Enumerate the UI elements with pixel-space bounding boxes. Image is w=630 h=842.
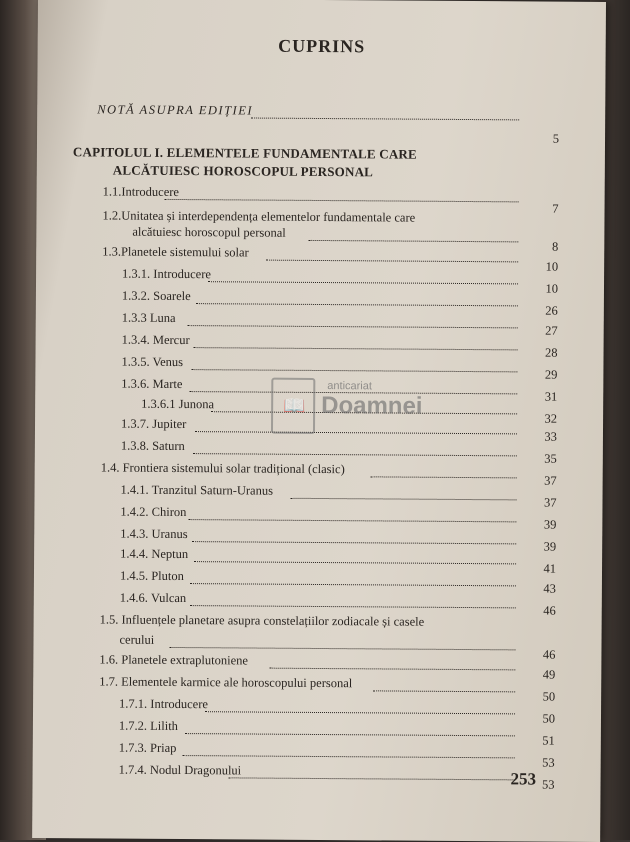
toc-entry-text: 1.7.3. Priap	[118, 740, 177, 756]
toc-entry-text: 1.7.2. Lilith	[118, 718, 179, 734]
book-icon: 📖	[283, 395, 306, 416]
toc-leader-dots	[229, 777, 515, 780]
toc-entry-text: 1.4. Frontiera sistemului solar tradițional (clasic)	[100, 460, 345, 477]
toc-page-number: 39	[543, 517, 557, 532]
toc-page-number: 7	[552, 201, 559, 216]
toc-leader-dots	[188, 519, 516, 522]
toc-entry-text: 1.4.3. Uranus	[120, 526, 188, 542]
page-title: CUPRINS	[278, 35, 366, 57]
toc-leader-dots	[266, 260, 518, 263]
toc-page-number: 26	[545, 303, 558, 318]
toc-entry-text: 1.5. Influențele planetare asupra constelațiilor zodiacale și casele	[99, 612, 425, 629]
toc-page-number: 10	[545, 259, 559, 274]
toc-entry-text: CAPITOLUL I. ELEMENTELE FUNDAMENTALE CARE	[72, 144, 417, 162]
toc-entry-text: 1.7.4. Nodul Dragonului	[118, 762, 242, 778]
toc-page-number: 29	[544, 367, 558, 382]
toc-entry-text: 1.3.1. Introducere	[122, 266, 211, 282]
toc-leader-dots	[190, 605, 516, 608]
toc-page-number: 28	[544, 345, 558, 360]
toc-entry-text: 1.3.6. Marte	[121, 376, 183, 392]
toc-page-number: 39	[543, 539, 557, 554]
toc-leader-dots	[192, 541, 516, 544]
toc-page-number: 41	[543, 561, 557, 576]
toc-leader-dots	[373, 690, 515, 692]
toc-leader-dots	[196, 303, 518, 306]
toc-page-number: 35	[544, 451, 557, 466]
toc-entry-text: 1.2.Unitatea și interdependența elementelor fundamentale care	[102, 208, 416, 225]
toc-leader-dots	[194, 561, 516, 564]
toc-leader-dots	[205, 711, 515, 714]
toc-entry-text: 1.3.3 Luna	[121, 310, 176, 325]
toc-entry-text: 1.6. Planetele extraplutoniene	[99, 652, 248, 668]
toc-page-number: 37	[544, 473, 557, 488]
toc-leader-dots	[169, 647, 515, 650]
toc-page-number: 46	[542, 647, 556, 662]
toc-entry-text: 1.4.1. Tranzitul Saturn-Uranus	[120, 482, 274, 498]
toc-entry-text: 1.3.4. Mercur	[121, 332, 190, 348]
toc-leader-dots	[183, 755, 515, 758]
toc-entry-text: cerului	[119, 632, 155, 647]
watermark-small-text: anticariat	[327, 380, 372, 393]
toc-page-number: 50	[542, 711, 556, 726]
toc-page-number: 10	[545, 281, 559, 296]
toc-leader-dots	[371, 476, 517, 478]
toc-leader-dots	[185, 733, 515, 736]
toc-entry-text: 1.3.5. Venus	[121, 354, 184, 370]
toc-page-number: 8	[551, 239, 559, 254]
toc-page-number: 32	[544, 411, 558, 426]
toc-entry-text: 1.3.2. Soarele	[121, 288, 191, 304]
toc-page-number: 27	[545, 323, 558, 338]
toc-leader-dots	[188, 325, 518, 328]
toc-entry-text: NOTĂ ASUPRA EDIȚIEI	[97, 102, 254, 118]
toc-page-number: 37	[543, 495, 557, 510]
toc-entry-text: ALCĂTUIESC HOROSCOPUL PERSONAL	[112, 162, 374, 180]
toc-page-number: 33	[544, 429, 558, 444]
toc-entry-text: 1.4.5. Pluton	[119, 568, 184, 584]
toc-leader-dots	[194, 347, 518, 350]
toc-page-number: 5	[552, 131, 560, 146]
toc-leader-dots	[190, 583, 516, 586]
toc-leader-dots	[165, 199, 519, 202]
toc-leader-dots	[191, 369, 517, 372]
toc-entry-text: 1.3.8. Saturn	[120, 438, 185, 454]
toc-entry-text: 1.3.6.1 Junona	[141, 396, 215, 412]
toc-page-number: 53	[541, 777, 555, 792]
watermark-big-text: Doamnei	[321, 392, 423, 420]
toc-leader-dots	[269, 668, 515, 671]
toc-page-number: 50	[542, 689, 556, 704]
book-page	[32, 0, 606, 842]
toc-entry-text: 1.1.Introducere	[102, 184, 180, 200]
toc-entry-text: 1.4.4. Neptun	[120, 546, 189, 562]
toc-entry-text: 1.7.1. Introducere	[119, 696, 208, 712]
watermark	[271, 378, 439, 437]
toc-page-number: 49	[542, 667, 556, 682]
toc-leader-dots	[208, 281, 518, 284]
toc-leader-dots	[193, 453, 517, 456]
toc-page-number: 51	[542, 733, 555, 748]
toc-page-number: 46	[543, 603, 556, 618]
toc-entry-text: 1.7. Elementele karmice ale horoscopului personal	[99, 674, 353, 691]
toc-page-number: 53	[542, 755, 555, 770]
toc-leader-dots	[291, 498, 517, 501]
toc-entry-text: 1.4.2. Chiron	[120, 504, 187, 520]
toc-page-number: 43	[543, 581, 556, 596]
toc-leader-dots	[308, 240, 518, 242]
toc-entry-text: 1.3.Planetele sistemului solar	[102, 244, 249, 260]
toc-entry-text: 1.3.7. Jupiter	[120, 416, 187, 432]
page-number: 253	[510, 769, 537, 789]
toc-page-number: 31	[544, 389, 558, 404]
toc-leader-dots	[251, 118, 519, 121]
toc-entry-text: alcătuiesc horoscopul personal	[132, 224, 286, 240]
toc-entry-text: 1.4.6. Vulcan	[119, 590, 187, 606]
